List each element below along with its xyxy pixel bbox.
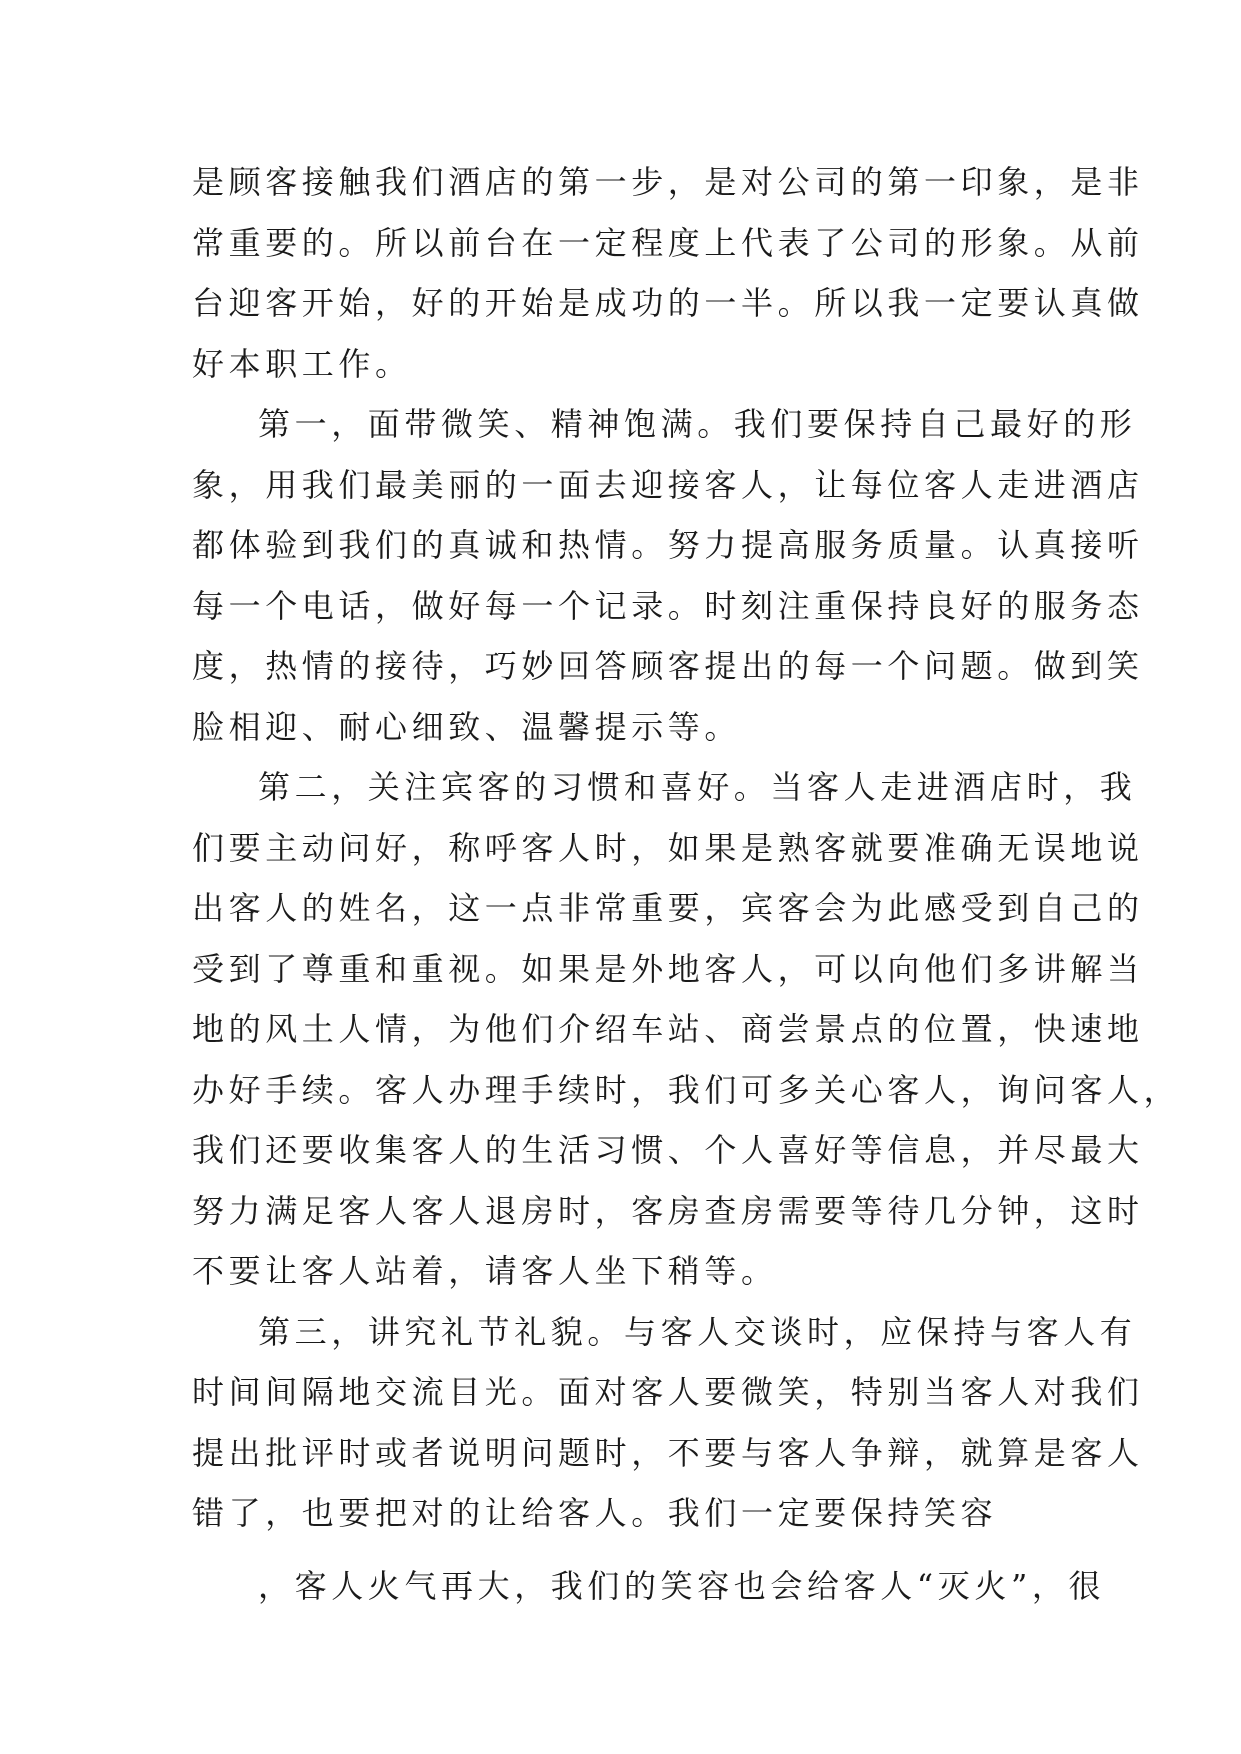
paragraph-first-line: 第三，讲究礼节礼貌。与客人交谈时，应保持与客人有 [258,1312,1137,1351]
text-line: 错了，也要把对的让给客人。我们一定要保持笑容 [192,1494,998,1532]
text-line: 度，热情的接待，巧妙回答顾客提出的每一个问题。做到笑 [192,647,1144,685]
text-line: 时间间隔地交流目光。面对客人要微笑，特别当客人对我们 [192,1373,1144,1411]
paragraph-first-line: 第一，面带微笑、精神饱满。我们要保持自己最好的形 [258,405,1137,443]
paragraph-first-line: 第二，关注宾客的习惯和喜好。当客人走进酒店时，我 [258,768,1137,806]
text-line: 们要主动问好，称呼客人时，如果是熟客就要准确无误地说 [192,828,1144,867]
text-line: 常重要的。所以前台在一定程度上代表了公司的形象。从前 [192,223,1144,262]
text-line: 好本职工作。 [192,344,412,383]
text-line: 努力满足客人客人退房时，客房查房需要等待几分钟，这时 [192,1191,1144,1230]
text-line: 是顾客接触我们酒店的第一步，是对公司的第一印象，是非 [192,163,1144,201]
text-line: 都体验到我们的真诚和热情。努力提高服务质量。认真接听 [192,526,1144,564]
text-line: 办好手续。客人办理手续时，我们可多关心客人，询问客人， [192,1070,1181,1109]
text-line: 提出批评时或者说明问题时，不要与客人争辩，就算是客人 [192,1433,1144,1472]
text-line: 每一个电话，做好每一个记录。时刻注重保持良好的服务态 [192,586,1144,625]
text-line: 受到了尊重和重视。如果是外地客人，可以向他们多讲解当 [192,949,1144,988]
text-line: 地的风土人情，为他们介绍车站、商尝景点的位置，快速地 [192,1010,1144,1048]
paragraph-first-line: ，客人火气再大，我们的笑容也会给客人“灭火”，很 [258,1566,1106,1605]
text-line: 象，用我们最美丽的一面去迎接客人，让每位客人走进酒店 [192,465,1144,504]
text-line: 我们还要收集客人的生活习惯、个人喜好等信息，并尽最大 [192,1131,1144,1169]
text-line: 台迎客开始，好的开始是成功的一半。所以我一定要认真做 [192,284,1144,322]
body-text [192,152,1181,1616]
text-line: 出客人的姓名，这一点非常重要，宾客会为此感受到自己的 [192,889,1144,927]
text-line: 不要让客人站着，请客人坐下稍等。 [192,1252,778,1290]
text-line: 脸相迎、耐心细致、温馨提示等。 [192,707,742,746]
